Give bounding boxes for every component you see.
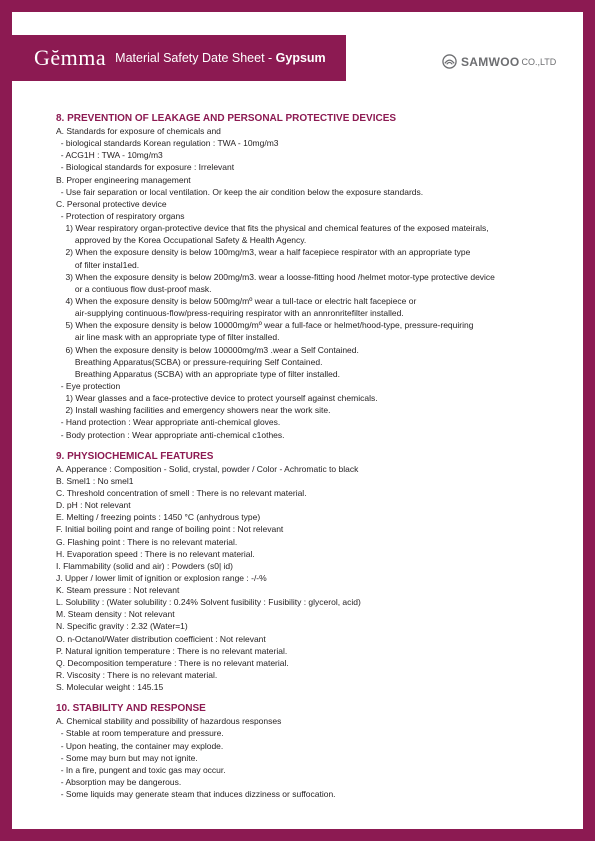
section-line: 6) When the exposure density is below 100000mg/m3 .wear a Self Contained. <box>56 344 359 355</box>
section-list <box>56 125 546 441</box>
section-line: F. Initial boiling point and range of boiling point : Not relevant <box>56 524 284 535</box>
section-line: K. Steam pressure : Not relevant <box>56 585 180 596</box>
section-line: air line mask with an appropriate type of filter installed. <box>56 332 280 343</box>
section-line: 3) When the exposure density is below 200mg/m3. wear a loosse-fitting hood /helmet motor-type protective device <box>56 271 495 282</box>
section-line: - Hand protection : Wear appropriate anti-chemical gloves. <box>56 417 281 428</box>
section-line: Q. Decomposition temperature : There is no relevant material. <box>56 657 289 668</box>
document-body <box>56 112 546 809</box>
section-line: - Protection of respiratory organs <box>56 210 185 221</box>
section-line: C. Personal protective device <box>56 198 167 209</box>
section-line: Breathing Apparatus(SCBA) or pressure-requiring Self Contained. <box>56 356 323 367</box>
section-line: - In a fire, pungent and toxic gas may occur. <box>56 764 226 775</box>
section-line: B. Smel1 : No smel1 <box>56 475 134 486</box>
company-logo <box>442 54 556 69</box>
section-line: L. Solubility : (Water solubility : 0.24% Solvent fusibility : Fusibility : glycerol, acid) <box>56 597 361 608</box>
document-title <box>115 51 326 65</box>
company-suffix: CO.,LTD <box>521 56 557 67</box>
section-line: - Upon heating, the container may explode. <box>56 740 224 751</box>
section-line: 5) When the exposure density is below 10000mg/mº wear a full-face or helmet/hood-type, pressure-requiring <box>56 320 474 331</box>
section-line: 1) Wear glasses and a face-protective device to protect yourself against chemicals. <box>56 393 378 404</box>
section-line: O. n-Octanol/Water distribution coefficient : Not relevant <box>56 633 266 644</box>
section-line: of filter instal1ed. <box>56 259 140 270</box>
section-heading: 8. PREVENTION OF LEAKAGE AND PERSONAL PROTECTIVE DEVICES <box>56 113 397 124</box>
section-line: J. Upper / lower limit of ignition or explosion range : -/-% <box>56 572 267 583</box>
section-line: or a contiuous flow dust-proof mask. <box>56 283 212 294</box>
section-line: - Absorption may be dangerous. <box>56 777 182 788</box>
section-line: air-supplying continuous-flow/press-requiring respirator with an annronritefilter installed. <box>56 308 404 319</box>
section-line: Breathing Apparatus (SCBA) with an appropriate type of filter installed. <box>56 368 340 379</box>
section-line: 2) Install washing facilities and emergency showers near the work site. <box>56 405 331 416</box>
brand-name: Gĕmma <box>34 45 107 70</box>
section-line: A. Apperance : Composition - Solid, crystal, powder / Color - Achromatic to black <box>56 463 359 474</box>
section-line: - Some may burn but may not ignite. <box>56 752 198 763</box>
section-line: N. Specific gravity : 2.32 (Water=1) <box>56 621 188 632</box>
section-line: - Stable at room temperature and pressure. <box>56 728 224 739</box>
section-line: R. Viscosity : There is no relevant material. <box>56 670 218 681</box>
section-line: I. Flammability (solid and air) : Powders (s0| id) <box>56 560 233 571</box>
section-heading: 10. STABILITY AND RESPONSE <box>56 703 206 715</box>
section-line: P. Natural ignition temperature : There is no relevant material. <box>56 645 288 656</box>
section-line: approved by the Korea Occupational Safety & Health Agency. <box>56 235 307 246</box>
section-list <box>56 715 546 800</box>
section-line: - Body protection : Wear appropriate anti-chemical c1othes. <box>56 429 285 440</box>
section-line: - ACG1H : TWA - 10mg/m3 <box>56 150 163 161</box>
document-title-product: Gypsum <box>275 51 326 65</box>
section-line: A. Standards for exposure of chemicals and <box>56 126 221 136</box>
document-title-prefix: Material Safety Date Sheet - <box>115 51 276 65</box>
section-line: 2) When the exposure density is below 100mg/m3, wear a half facepiece respirator with an appropriate type <box>56 247 471 258</box>
section-line: D. pH : Not relevant <box>56 500 131 511</box>
section-line: - biological standards Korean regulation : TWA - 10mg/m3 <box>56 138 279 149</box>
section-line: C. Threshold concentration of smell : There is no relevant material. <box>56 487 307 498</box>
section-line: - Eye protection <box>56 380 121 391</box>
company-name: SAMWOO <box>461 54 520 69</box>
header-banner <box>7 35 346 81</box>
section-line: B. Proper engineering management <box>56 174 191 185</box>
section-line: 1) Wear respiratory organ-protective device that fits the physical and chemical features of the exposed mateirals, <box>56 223 489 234</box>
section-line: S. Molecular weight : 145.15 <box>56 682 164 693</box>
section-line: 4) When the exposure density is below 500mg/mº wear a tull-tace or electric halt facepiece or <box>56 295 417 306</box>
section-line: H. Evaporation speed : There is no relevant material. <box>56 548 255 559</box>
section-line: - Use fair separation or local ventilation. Or keep the air condition below the exposure standards. <box>56 186 424 197</box>
section-line: A. Chemical stability and possibility of hazardous responses <box>56 716 282 727</box>
section-line: M. Steam density : Not relevant <box>56 609 175 620</box>
samwoo-emblem-icon <box>442 54 457 69</box>
section-list <box>56 463 546 694</box>
section-line: E. Melting / freezing points : 1450 °C (anhydrous type) <box>56 512 261 523</box>
section-line: - Biological standards for exposure : Irrelevant <box>56 162 235 173</box>
section-line: - Some liquids may generate steam that induces dizziness or suffocation. <box>56 789 336 800</box>
section-heading: 9. PHYSIOCHEMICAL FEATURES <box>56 450 214 462</box>
section-line: G. Flashing point : There is no relevant material. <box>56 536 238 547</box>
